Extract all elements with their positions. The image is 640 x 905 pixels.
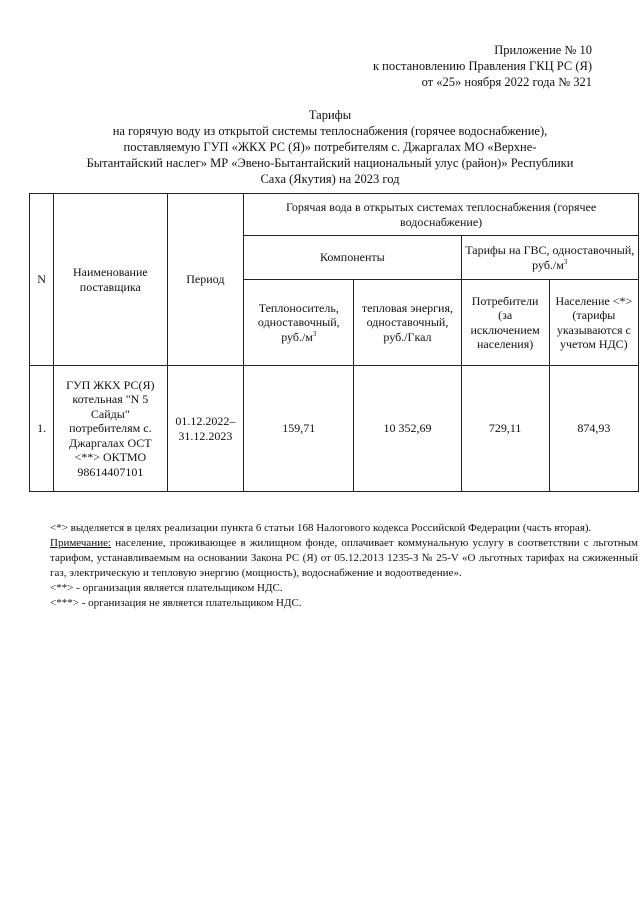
cell-consumers: 729,11 (461, 366, 549, 492)
appendix-resolution: к постановлению Правления ГКЦ РС (Я) (372, 59, 592, 73)
header-supplier: Наименование поставщика (54, 194, 167, 366)
remark-text: население, проживающее в жилищном фонде, оплачивает коммунальную услугу в соответствии с льготным тарифом, устанавливаемым на основании Закона РС (Я) от 05.12.2013 1235-З № 25-V «О льготных тарифах на сжиженный газ, электрическую и тепловую энергию (мощность), водоснабжение и водоотведение». (50, 537, 638, 579)
header-heat-carrier: Теплоноситель, одноставочный, $руб./м^3$ (244, 280, 354, 366)
header-components: Компоненты (244, 236, 461, 280)
footnote-remark (50, 536, 638, 581)
header-hot-water: Горячая вода в открытых системах теплоснабжения (горячее водоснабжение) (244, 194, 639, 236)
title-line-1: на горячую воду из открытой системы теплоснабжения (горячее водоснабжение), (112, 124, 548, 138)
appendix-reference (373, 42, 592, 90)
title-line-3: Бытантайский наслег» МР «Эвено-Бытантайский национальный улус (район)» Республики (86, 156, 574, 170)
document-title (70, 107, 590, 187)
cell-n: 1. (30, 366, 54, 492)
tariff-table (29, 193, 639, 492)
header-heat-energy: тепловая энергия, одноставочный, руб./Гкал (354, 280, 461, 366)
title-heading: Тарифы (308, 108, 352, 122)
cell-supplier: ГУП ЖКХ РС(Я) котельная "N 5 Сайды" потребителям с. Джаргалах ОСТ <**> ОКТМО 98614407101 (54, 366, 167, 492)
footnote-vat-payer: <**> - организация является плательщиком НДС. (50, 582, 283, 594)
title-line-4: Саха (Якутия) на 2023 год (260, 172, 400, 186)
cell-period: 01.12.2022–31.12.2023 (167, 366, 244, 492)
cell-population: 874,93 (549, 366, 638, 492)
footnotes (50, 521, 638, 611)
table-row (30, 366, 639, 492)
header-population: Население <*> (тарифы указываются с учетом НДС) (549, 280, 638, 366)
cell-heat-energy: 10 352,69 (354, 366, 461, 492)
header-period: Период (167, 194, 244, 366)
title-line-2: поставляемую ГУП «ЖКХ РС (Я)» потребителям с. Джаргалах МО «Верхне- (123, 140, 537, 154)
cell-heat-carrier: 159,71 (244, 366, 354, 492)
header-gvs-tariffs: Тарифы на ГВС, одноставочный, $руб./м^3$ (461, 236, 638, 280)
footnote-vat: <*> выделяется в целях реализации пункта 6 статьи 168 Налогового кодекса Российской Федерации (часть вторая). (50, 522, 592, 534)
remark-label: Примечание: (50, 537, 112, 549)
appendix-date: от «25» ноября 2022 года № 321 (421, 75, 592, 89)
footnote-non-vat-payer: <***> - организация не является плательщиком НДС. (50, 597, 302, 609)
header-consumers: Потребители (за исключением населения) (461, 280, 549, 366)
appendix-number: Приложение № 10 (494, 43, 592, 57)
header-n: N (30, 194, 54, 366)
